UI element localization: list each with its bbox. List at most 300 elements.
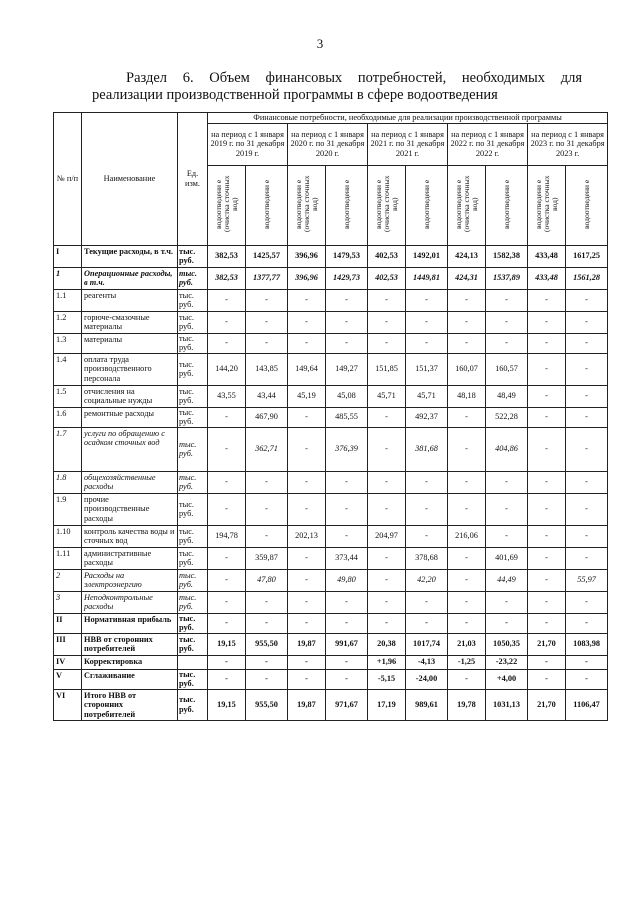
row-value: - xyxy=(448,591,486,613)
row-value: 45,08 xyxy=(326,385,368,407)
row-value: - xyxy=(448,669,486,689)
row-value: - xyxy=(448,407,486,427)
row-value: - xyxy=(368,311,406,333)
row-value: 1106,47 xyxy=(566,689,608,721)
row-num: 1.2 xyxy=(54,311,82,333)
row-value: - xyxy=(208,427,246,471)
row-num: 1 xyxy=(54,267,82,289)
row-num: IV xyxy=(54,655,82,669)
row-value: - xyxy=(566,407,608,427)
row-name: услуги по обращению с осадком сточных вод xyxy=(82,427,178,471)
row-value: 382,53 xyxy=(208,245,246,267)
row-value: - xyxy=(326,669,368,689)
row-value: -4,13 xyxy=(406,655,448,669)
row-value: 1083,98 xyxy=(566,633,608,655)
head-sub-treatment xyxy=(208,165,246,245)
row-num: 1.6 xyxy=(54,407,82,427)
row-value: - xyxy=(448,547,486,569)
row-value: 989,61 xyxy=(406,689,448,721)
row-value: - xyxy=(288,591,326,613)
head-sub-label: водоотведени е (очистка сточных вод) xyxy=(373,175,399,233)
row-value: 401,69 xyxy=(486,547,528,569)
row-unit: тыс. руб. xyxy=(178,591,208,613)
head-sub-label: водоотведени е (очистка сточных вод) xyxy=(213,175,239,233)
row-value: - xyxy=(406,311,448,333)
row-unit: тыс. руб. xyxy=(178,633,208,655)
row-value: 43,44 xyxy=(246,385,288,407)
head-sub-treatment xyxy=(528,165,566,245)
row-value: - xyxy=(246,591,288,613)
row-num: V xyxy=(54,669,82,689)
row-name: отчисления на социальные нужды xyxy=(82,385,178,407)
row-value: - xyxy=(486,289,528,311)
row-value: - xyxy=(528,547,566,569)
row-value: 47,80 xyxy=(246,569,288,591)
row-value: 1031,13 xyxy=(486,689,528,721)
row-value: - xyxy=(208,289,246,311)
head-sub-label: водоотведени е xyxy=(421,179,431,229)
row-value: - xyxy=(448,569,486,591)
row-name: общехозяйственные расходы xyxy=(82,471,178,493)
row-value: - xyxy=(246,289,288,311)
row-value: - xyxy=(368,547,406,569)
row-value: - xyxy=(246,471,288,493)
table-row xyxy=(54,569,608,591)
row-value: - xyxy=(326,591,368,613)
head-sub-label: водоотведени е (очистка сточных вод) xyxy=(533,175,559,233)
row-value: - xyxy=(208,655,246,669)
row-value: - xyxy=(246,333,288,353)
row-value: 1017,74 xyxy=(406,633,448,655)
row-unit: тыс. руб. xyxy=(178,613,208,633)
table-row xyxy=(54,655,608,669)
row-num: 1.3 xyxy=(54,333,82,353)
row-value: - xyxy=(406,591,448,613)
row-unit: тыс. руб. xyxy=(178,267,208,289)
row-value: - xyxy=(566,471,608,493)
row-value: 21,70 xyxy=(528,689,566,721)
row-unit: тыс. руб. xyxy=(178,333,208,353)
row-name: НВВ от сторонних потребителей xyxy=(82,633,178,655)
row-name: Нормативная прибыль xyxy=(82,613,178,633)
row-value: 1479,53 xyxy=(326,245,368,267)
row-value: 44,49 xyxy=(486,569,528,591)
head-sub-label: водоотведени е xyxy=(581,179,591,229)
row-value: -23,22 xyxy=(486,655,528,669)
row-value: - xyxy=(208,493,246,525)
row-value: 45,71 xyxy=(406,385,448,407)
row-value: - xyxy=(528,385,566,407)
page-number: 3 xyxy=(316,36,324,51)
row-value: - xyxy=(368,569,406,591)
row-value: - xyxy=(368,591,406,613)
row-unit: тыс. руб. xyxy=(178,385,208,407)
row-value: - xyxy=(288,471,326,493)
row-value: 433,48 xyxy=(528,267,566,289)
row-name: контроль качества воды и сточных вод xyxy=(82,525,178,547)
table-row xyxy=(54,689,608,721)
row-unit: тыс. руб. xyxy=(178,427,208,471)
row-name: ремонтные расходы xyxy=(82,407,178,427)
row-value: 373,44 xyxy=(326,547,368,569)
row-value: - xyxy=(448,333,486,353)
row-num: 1.4 xyxy=(54,353,82,385)
row-num: III xyxy=(54,633,82,655)
row-value: - xyxy=(448,427,486,471)
head-name: Наименование xyxy=(82,113,178,246)
row-value: - xyxy=(528,311,566,333)
row-name: Расходы на электроэнергию xyxy=(82,569,178,591)
table-row xyxy=(54,385,608,407)
row-value: - xyxy=(326,289,368,311)
row-value: - xyxy=(406,333,448,353)
row-value: - xyxy=(288,311,326,333)
row-value: - xyxy=(486,333,528,353)
row-value: - xyxy=(246,655,288,669)
row-value: - xyxy=(368,471,406,493)
row-unit: тыс. руб. xyxy=(178,525,208,547)
row-value: - xyxy=(288,669,326,689)
row-name: Корректировка xyxy=(82,655,178,669)
row-value: - xyxy=(566,525,608,547)
head-sub-disposal xyxy=(326,165,368,245)
row-value: 19,78 xyxy=(448,689,486,721)
row-value: - xyxy=(246,311,288,333)
row-value: - xyxy=(486,311,528,333)
row-value: +1,96 xyxy=(368,655,406,669)
row-value: 42,20 xyxy=(406,569,448,591)
row-name: Итого НВВ от сторонних потребителей xyxy=(82,689,178,721)
table-row xyxy=(54,669,608,689)
table-row xyxy=(54,591,608,613)
row-name: Операционные расходы, в т.ч. xyxy=(82,267,178,289)
row-unit: тыс. руб. xyxy=(178,493,208,525)
row-value: 467,90 xyxy=(246,407,288,427)
head-num: № п/п xyxy=(54,113,82,246)
row-name: Сглаживание xyxy=(82,669,178,689)
row-value: 433,48 xyxy=(528,245,566,267)
row-value: - xyxy=(566,427,608,471)
row-value: 522,28 xyxy=(486,407,528,427)
row-num: VI xyxy=(54,689,82,721)
row-value: - xyxy=(406,471,448,493)
row-num: 1.9 xyxy=(54,493,82,525)
row-value: 955,50 xyxy=(246,689,288,721)
row-value: - xyxy=(368,333,406,353)
head-sub-disposal xyxy=(486,165,528,245)
row-num: II xyxy=(54,613,82,633)
row-value: - xyxy=(528,669,566,689)
row-value: 378,68 xyxy=(406,547,448,569)
row-num: 1.11 xyxy=(54,547,82,569)
head-sub-label: водоотведени е xyxy=(261,179,271,229)
row-value: 376,39 xyxy=(326,427,368,471)
table-row xyxy=(54,613,608,633)
row-value: - xyxy=(528,525,566,547)
financial-needs-table xyxy=(53,112,608,721)
row-value: - xyxy=(528,591,566,613)
row-value: 424,13 xyxy=(448,245,486,267)
row-value: 21,03 xyxy=(448,633,486,655)
row-value: - xyxy=(288,289,326,311)
row-value: 955,50 xyxy=(246,633,288,655)
row-value: 19,87 xyxy=(288,633,326,655)
row-value: 55,97 xyxy=(566,569,608,591)
row-value: - xyxy=(326,493,368,525)
row-value: 43,55 xyxy=(208,385,246,407)
row-value: - xyxy=(528,493,566,525)
table-row xyxy=(54,633,608,655)
table-row xyxy=(54,407,608,427)
row-value: - xyxy=(448,471,486,493)
row-unit: тыс. руб. xyxy=(178,569,208,591)
row-value: 1050,35 xyxy=(486,633,528,655)
row-value: - xyxy=(368,493,406,525)
row-value: - xyxy=(208,547,246,569)
row-name: Текущие расходы, в т.ч. xyxy=(82,245,178,267)
row-value: -5,15 xyxy=(368,669,406,689)
row-value: - xyxy=(326,333,368,353)
section-title xyxy=(92,70,582,104)
table-row xyxy=(54,525,608,547)
row-value: - xyxy=(528,655,566,669)
row-value: 45,19 xyxy=(288,385,326,407)
row-value: - xyxy=(566,669,608,689)
section-title-line2: реализации производственной программы в сфере водоотведения xyxy=(92,87,498,103)
row-num: 1.8 xyxy=(54,471,82,493)
row-value: - xyxy=(288,613,326,633)
head-sub-treatment xyxy=(368,165,406,245)
row-num: I xyxy=(54,245,82,267)
row-value: - xyxy=(566,613,608,633)
row-value: - xyxy=(528,333,566,353)
head-period-2021: на период с 1 января 2021 г. по 31 декабря 2021 г. xyxy=(368,123,448,165)
row-unit: тыс. руб. xyxy=(178,353,208,385)
row-value: 396,96 xyxy=(288,245,326,267)
row-value: - xyxy=(326,525,368,547)
row-value: - xyxy=(208,613,246,633)
row-num: 1.5 xyxy=(54,385,82,407)
row-value: 424,31 xyxy=(448,267,486,289)
table-row xyxy=(54,333,608,353)
row-unit: тыс. руб. xyxy=(178,407,208,427)
row-value: - xyxy=(486,591,528,613)
row-value: - xyxy=(208,591,246,613)
row-value: 1561,28 xyxy=(566,267,608,289)
table-row xyxy=(54,471,608,493)
row-name: прочие производственные расходы xyxy=(82,493,178,525)
head-group: Финансовые потребности, необходимые для реализации производственной программы xyxy=(208,113,608,124)
row-value: 194,78 xyxy=(208,525,246,547)
row-value: - xyxy=(486,493,528,525)
row-value: 151,85 xyxy=(368,353,406,385)
row-value: - xyxy=(368,613,406,633)
row-value: - xyxy=(566,493,608,525)
row-value: - xyxy=(246,613,288,633)
row-value: - xyxy=(448,493,486,525)
row-value: 48,18 xyxy=(448,385,486,407)
row-value: - xyxy=(566,385,608,407)
row-value: - xyxy=(368,289,406,311)
head-sub-treatment xyxy=(288,165,326,245)
row-value: 202,13 xyxy=(288,525,326,547)
head-sub-disposal xyxy=(246,165,288,245)
row-value: - xyxy=(368,427,406,471)
row-name: оплата труда производственного персонала xyxy=(82,353,178,385)
row-value: - xyxy=(246,669,288,689)
head-sub-label: водоотведени е xyxy=(341,179,351,229)
row-value: - xyxy=(566,547,608,569)
row-value: 160,07 xyxy=(448,353,486,385)
row-value: - xyxy=(528,289,566,311)
row-value: -24,00 xyxy=(406,669,448,689)
table-row xyxy=(54,289,608,311)
row-value: - xyxy=(486,525,528,547)
row-value: 362,71 xyxy=(246,427,288,471)
table-row xyxy=(54,493,608,525)
row-value: 216,06 xyxy=(448,525,486,547)
row-value: - xyxy=(566,289,608,311)
row-num: 2 xyxy=(54,569,82,591)
table-row xyxy=(54,547,608,569)
row-value: - xyxy=(448,613,486,633)
row-value: - xyxy=(246,525,288,547)
section-title-line1: Раздел 6. Объем финансовых потребностей, необходимых для xyxy=(126,70,582,86)
head-sub-disposal xyxy=(406,165,448,245)
row-value: - xyxy=(528,353,566,385)
row-value: 149,27 xyxy=(326,353,368,385)
row-unit: тыс. руб. xyxy=(178,471,208,493)
row-value: 1425,57 xyxy=(246,245,288,267)
row-value: - xyxy=(288,569,326,591)
row-value: 381,68 xyxy=(406,427,448,471)
row-value: 149,64 xyxy=(288,353,326,385)
row-value: - xyxy=(528,471,566,493)
row-unit: тыс. руб. xyxy=(178,547,208,569)
row-value: - xyxy=(448,289,486,311)
row-unit: тыс. руб. xyxy=(178,311,208,333)
row-num: 1.10 xyxy=(54,525,82,547)
row-value: - xyxy=(566,353,608,385)
row-value: 1449,81 xyxy=(406,267,448,289)
row-value: - xyxy=(208,333,246,353)
head-sub-label: водоотведени е (очистка сточных вод) xyxy=(293,175,319,233)
row-value: - xyxy=(528,613,566,633)
row-value: - xyxy=(208,407,246,427)
table-row xyxy=(54,267,608,289)
row-value: - xyxy=(566,311,608,333)
row-value: - xyxy=(486,471,528,493)
table-row xyxy=(54,353,608,385)
row-value: - xyxy=(208,311,246,333)
row-value: -1,25 xyxy=(448,655,486,669)
head-sub-label: водоотведени е (очистка сточных вод) xyxy=(453,175,479,233)
row-value: 1537,89 xyxy=(486,267,528,289)
row-value: - xyxy=(406,493,448,525)
row-value: - xyxy=(246,493,288,525)
row-value: 1582,38 xyxy=(486,245,528,267)
row-value: - xyxy=(486,613,528,633)
row-value: 19,15 xyxy=(208,633,246,655)
row-value: 151,37 xyxy=(406,353,448,385)
row-name: Неподконтрольные расходы xyxy=(82,591,178,613)
row-value: 19,87 xyxy=(288,689,326,721)
row-value: - xyxy=(208,669,246,689)
row-unit xyxy=(178,655,208,669)
row-value: 45,71 xyxy=(368,385,406,407)
row-value: - xyxy=(288,547,326,569)
row-value: 492,37 xyxy=(406,407,448,427)
row-value: - xyxy=(566,333,608,353)
row-value: - xyxy=(288,655,326,669)
table-row xyxy=(54,245,608,267)
row-name: реагенты xyxy=(82,289,178,311)
row-value: - xyxy=(208,569,246,591)
head-sub-treatment xyxy=(448,165,486,245)
head-unit: Ед. изм. xyxy=(178,113,208,246)
row-value: - xyxy=(326,311,368,333)
row-value: 20,38 xyxy=(368,633,406,655)
row-value: - xyxy=(326,471,368,493)
row-value: - xyxy=(326,655,368,669)
row-value: - xyxy=(368,407,406,427)
row-value: - xyxy=(566,655,608,669)
row-value: - xyxy=(528,427,566,471)
row-num: 1.7 xyxy=(54,427,82,471)
row-value: 1617,25 xyxy=(566,245,608,267)
row-num: 3 xyxy=(54,591,82,613)
row-value: 1429,73 xyxy=(326,267,368,289)
row-value: - xyxy=(288,407,326,427)
row-num: 1.1 xyxy=(54,289,82,311)
row-value: - xyxy=(288,333,326,353)
row-value: - xyxy=(528,569,566,591)
head-period-2023: на период с 1 января 2023 г. по 31 декабря 2023 г. xyxy=(528,123,608,165)
row-value: - xyxy=(566,591,608,613)
row-unit: тыс. руб. xyxy=(178,289,208,311)
row-unit: тыс. руб. xyxy=(178,689,208,721)
row-unit: тыс. руб. xyxy=(178,669,208,689)
row-value: - xyxy=(406,525,448,547)
row-value: - xyxy=(288,493,326,525)
row-value: 402,53 xyxy=(368,267,406,289)
row-name: горюче-смазочные материалы xyxy=(82,311,178,333)
row-value: - xyxy=(448,311,486,333)
row-value: 204,97 xyxy=(368,525,406,547)
head-sub-label: водоотведени е xyxy=(501,179,511,229)
head-sub-disposal xyxy=(566,165,608,245)
row-value: 396,96 xyxy=(288,267,326,289)
row-value: 21,70 xyxy=(528,633,566,655)
row-value: - xyxy=(288,427,326,471)
head-period-2022: на период с 1 января 2022 г. по 31 декабря 2022 г. xyxy=(448,123,528,165)
row-value: - xyxy=(208,471,246,493)
head-period-2020: на период с 1 января 2020 г. по 31 декабря 2020 г. xyxy=(288,123,368,165)
row-value: 991,67 xyxy=(326,633,368,655)
row-value: 1492,01 xyxy=(406,245,448,267)
row-value: 382,53 xyxy=(208,267,246,289)
row-value: +4,00 xyxy=(486,669,528,689)
row-value: - xyxy=(406,289,448,311)
row-value: 971,67 xyxy=(326,689,368,721)
row-unit: тыс. руб. xyxy=(178,245,208,267)
row-value: 49,80 xyxy=(326,569,368,591)
row-value: 359,87 xyxy=(246,547,288,569)
table-row xyxy=(54,311,608,333)
row-value: 1377,77 xyxy=(246,267,288,289)
row-value: 485,55 xyxy=(326,407,368,427)
row-value: - xyxy=(528,407,566,427)
